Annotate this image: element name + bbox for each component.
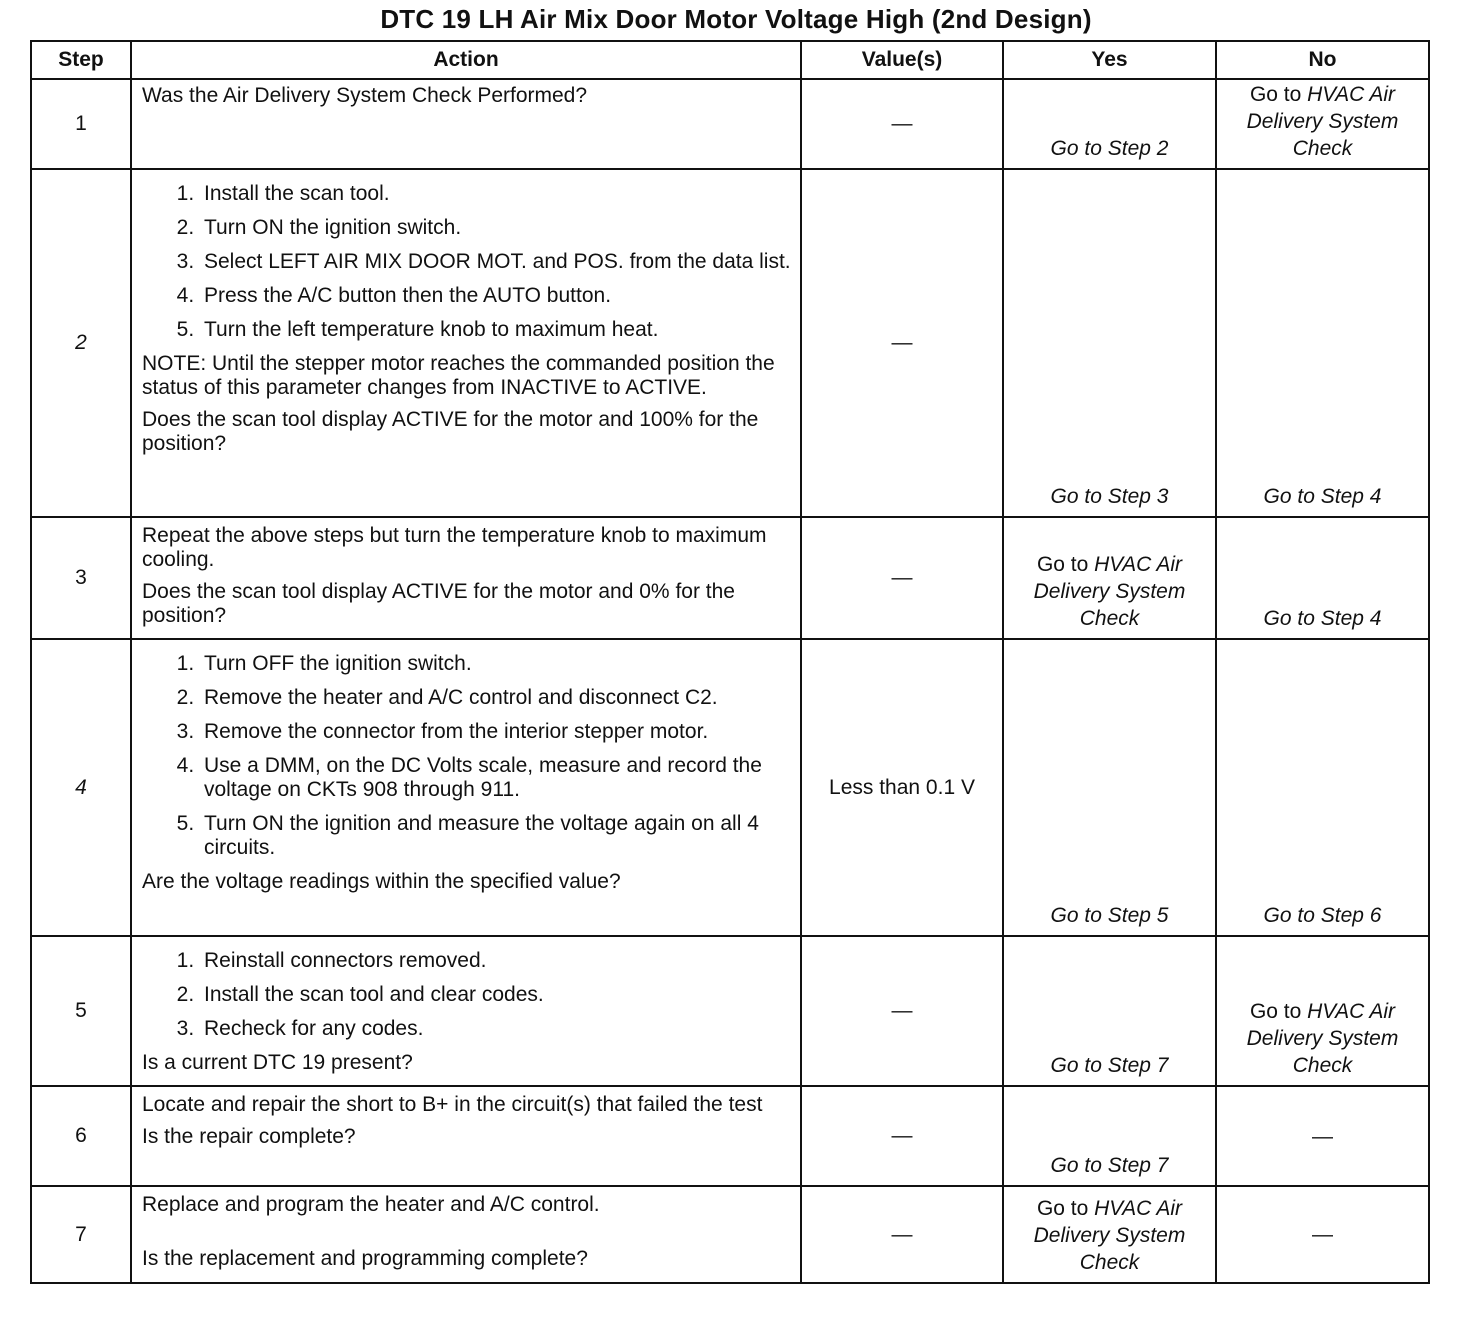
- action-cell: [131, 517, 801, 639]
- header-no: No: [1216, 41, 1429, 79]
- step-number: 3: [31, 517, 131, 639]
- no-cell: [1216, 517, 1429, 639]
- yes-reference: HVAC Air Delivery System Check: [1033, 1197, 1186, 1274]
- yes-reference: Go to Step 3: [1050, 485, 1169, 508]
- procedure-item: 5. Turn the left temperature knob to maximum heat.: [200, 318, 792, 342]
- procedure-item: 1. Install the scan tool.: [200, 182, 792, 206]
- step-number: 4: [31, 639, 131, 936]
- procedure-list: [142, 949, 792, 1041]
- procedure-item: 4. Press the A/C button then the AUTO button.: [200, 284, 792, 308]
- no-prefix: Go to: [1249, 83, 1308, 106]
- table-row-step-6: [31, 1086, 1429, 1186]
- value-cell: —: [801, 517, 1003, 639]
- procedure-item: 3. Recheck for any codes.: [200, 1017, 792, 1041]
- action-cell: [131, 169, 801, 517]
- note-text: NOTE: Until the stepper motor reaches the commanded position the status of this parameter changes from INACTIVE to ACTIVE.: [142, 352, 775, 399]
- no-reference: HVAC Air Delivery System Check: [1246, 1000, 1399, 1077]
- question-text: Is the repair complete?: [142, 1125, 356, 1148]
- yes-reference: Go to Step 5: [1050, 904, 1169, 927]
- question-text: Is the replacement and programming complete?: [142, 1247, 588, 1270]
- value-cell: —: [801, 1186, 1003, 1283]
- yes-cell: [1003, 79, 1216, 169]
- no-reference: Go to Step 4: [1263, 607, 1382, 630]
- no-cell: [1216, 1086, 1429, 1186]
- action-cell: [131, 1086, 801, 1186]
- value-cell: —: [801, 1086, 1003, 1186]
- question-text: Are the voltage readings within the specified value?: [142, 870, 621, 893]
- step-number: 7: [31, 1186, 131, 1283]
- yes-reference: Go to Step 7: [1050, 1154, 1169, 1177]
- yes-cell: [1003, 936, 1216, 1086]
- step-number: 6: [31, 1086, 131, 1186]
- no-cell: [1216, 1186, 1429, 1283]
- yes-cell: [1003, 169, 1216, 517]
- header-action: Action: [131, 41, 801, 79]
- yes-prefix: Go to: [1036, 553, 1095, 576]
- no-reference: Go to Step 4: [1263, 485, 1382, 508]
- page-title: DTC 19 LH Air Mix Door Motor Voltage High (2nd Design): [380, 4, 1092, 34]
- header-yes: Yes: [1003, 41, 1216, 79]
- action-cell: [131, 936, 801, 1086]
- yes-cell: [1003, 639, 1216, 936]
- no-cell: [1216, 169, 1429, 517]
- question-text: Is a current DTC 19 present?: [142, 1051, 413, 1074]
- no-prefix: Go to: [1249, 1000, 1308, 1023]
- header-row: [31, 41, 1429, 79]
- procedure-item: 1. Reinstall connectors removed.: [200, 949, 792, 973]
- step-number: 1: [31, 79, 131, 169]
- yes-reference: Go to Step 2: [1050, 137, 1169, 160]
- table-row-step-1: [31, 79, 1429, 169]
- yes-cell: [1003, 517, 1216, 639]
- value-cell: —: [801, 936, 1003, 1086]
- table-row-step-7: [31, 1186, 1429, 1283]
- no-reference: Go to Step 6: [1263, 904, 1382, 927]
- header-value: Value(s): [801, 41, 1003, 79]
- procedure-item: 2. Install the scan tool and clear codes.: [200, 983, 792, 1007]
- table-row-step-4: [31, 639, 1429, 936]
- action-text: Replace and program the heater and A/C control.: [142, 1193, 600, 1216]
- yes-reference: Go to Step 7: [1050, 1054, 1169, 1077]
- value-cell: —: [801, 169, 1003, 517]
- action-text: Repeat the above steps but turn the temperature knob to maximum cooling.: [142, 524, 767, 571]
- action-cell: [131, 1186, 801, 1283]
- procedure-item: 3. Select LEFT AIR MIX DOOR MOT. and POS. from the data list.: [200, 250, 792, 274]
- action-text: Locate and repair the short to B+ in the circuit(s) that failed the test: [142, 1093, 763, 1116]
- no-cell: [1216, 639, 1429, 936]
- diagnostic-table: [30, 40, 1430, 1284]
- procedure-item: 5. Turn ON the ignition and measure the voltage again on all 4 circuits.: [200, 812, 792, 860]
- procedure-item: 1. Turn OFF the ignition switch.: [200, 652, 792, 676]
- procedure-list: [142, 652, 792, 860]
- procedure-item: 4. Use a DMM, on the DC Volts scale, measure and record the voltage on CKTs 908 through 911.: [200, 754, 792, 802]
- no-cell: [1216, 79, 1429, 169]
- action-text: Was the Air Delivery System Check Performed?: [142, 84, 588, 107]
- yes-cell: [1003, 1186, 1216, 1283]
- yes-prefix: Go to: [1036, 1197, 1095, 1220]
- action-cell: [131, 79, 801, 169]
- yes-reference: HVAC Air Delivery System Check: [1033, 553, 1186, 630]
- action-cell: [131, 639, 801, 936]
- step-number: 2: [31, 169, 131, 517]
- no-reference: HVAC Air Delivery System Check: [1246, 83, 1399, 160]
- procedure-item: 2. Remove the heater and A/C control and disconnect C2.: [200, 686, 792, 710]
- no-prefix: —: [1312, 1124, 1333, 1148]
- table-row-step-3: [31, 517, 1429, 639]
- value-cell: —: [801, 79, 1003, 169]
- no-prefix: —: [1312, 1223, 1333, 1246]
- procedure-item: 3. Remove the connector from the interior stepper motor.: [200, 720, 792, 744]
- table-row-step-5: [31, 936, 1429, 1086]
- header-step: Step: [31, 41, 131, 79]
- yes-cell: [1003, 1086, 1216, 1186]
- step-number: 5: [31, 936, 131, 1086]
- value-cell: Less than 0.1 V: [801, 639, 1003, 936]
- no-cell: [1216, 936, 1429, 1086]
- procedure-item: 2. Turn ON the ignition switch.: [200, 216, 792, 240]
- question-text: Does the scan tool display ACTIVE for the motor and 0% for the position?: [142, 580, 735, 627]
- procedure-list: [142, 182, 792, 342]
- question-text: Does the scan tool display ACTIVE for the motor and 100% for the position?: [142, 408, 759, 455]
- table-row-step-2: [31, 169, 1429, 517]
